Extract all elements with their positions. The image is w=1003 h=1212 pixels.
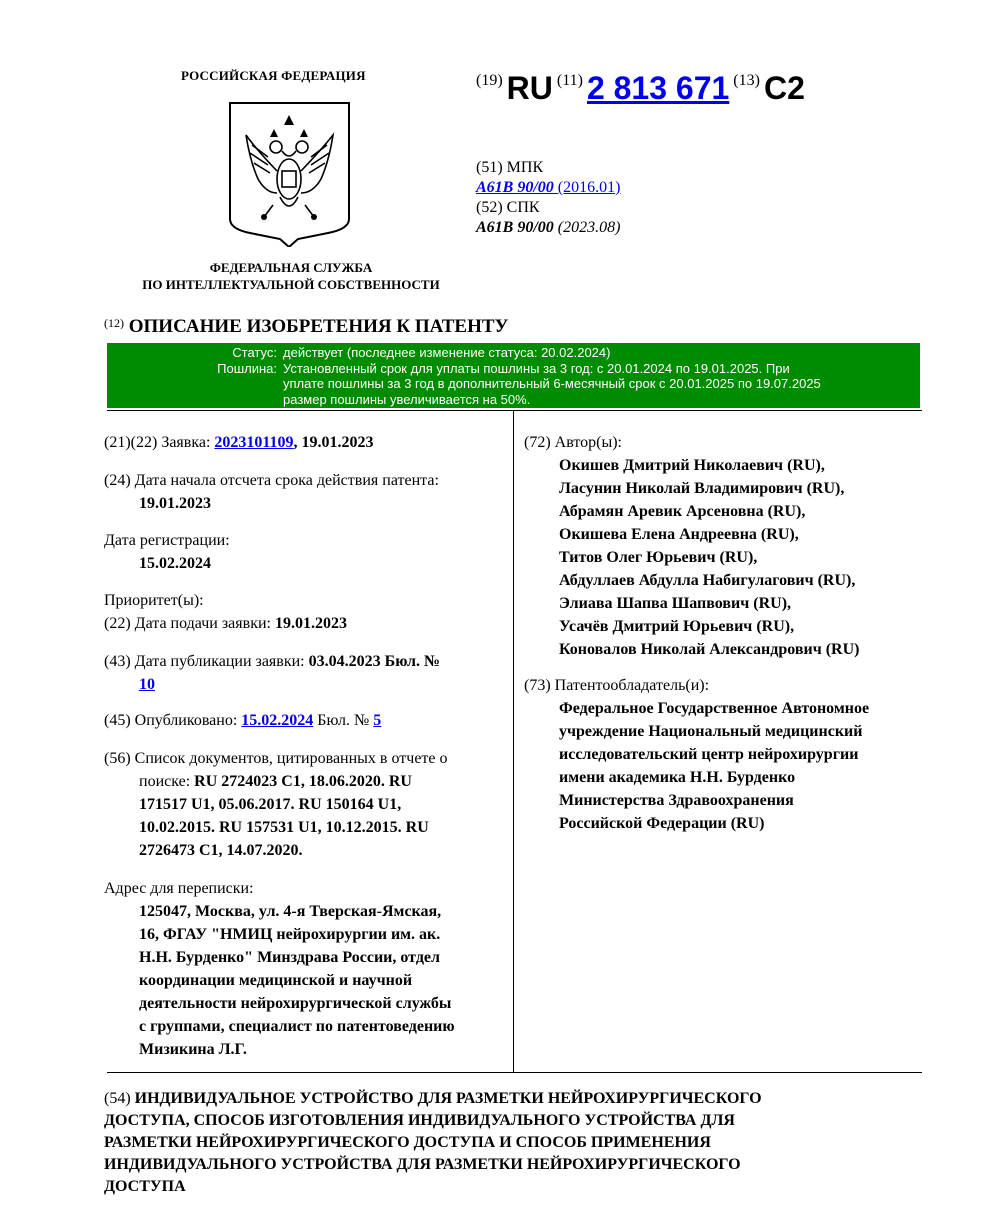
code-54: (54): [104, 1090, 131, 1107]
holder-line: Федеральное Государственное Автономное: [559, 700, 870, 717]
author-item: Коновалов Николай Александрович (RU): [559, 641, 860, 658]
status-box: [107, 343, 920, 408]
application-date: , 19.01.2023: [293, 434, 374, 451]
title-line5: ДОСТУПА: [104, 1178, 186, 1195]
registration-value: 15.02.2024: [139, 555, 211, 572]
pub45-bulletin: Бюл. №: [317, 712, 370, 729]
title-line1: ИНДИВИДУАЛЬНОЕ УСТРОЙСТВО ДЛЯ РАЗМЕТКИ НЕЙРОХИРУРГИЧЕСКОГО: [134, 1090, 762, 1107]
author-item: Ласунин Николай Владимирович (RU),: [559, 480, 845, 497]
patent-number-link[interactable]: 2 813 671: [586, 70, 730, 106]
agency-title: [110, 259, 472, 293]
mpk-code: A61B 90/00: [476, 179, 554, 196]
agency-title-line1: ФЕДЕРАЛЬНАЯ СЛУЖБА: [209, 260, 373, 275]
status-label: Статус:: [232, 345, 277, 360]
cited-label-line2: поиске:: [139, 773, 191, 790]
term-start-label: (24) Дата начала отсчета срока действия патента:: [104, 472, 439, 489]
priority-field: [104, 589, 506, 635]
description-title: [104, 316, 508, 338]
address-line: с группами, специалист по патентоведению: [139, 1018, 455, 1035]
publication-43-field: [104, 650, 506, 696]
kind-code: C2: [763, 70, 805, 106]
spk-code: A61B 90/00: [476, 219, 554, 236]
address-label: Адрес для переписки:: [104, 880, 254, 897]
holder-line: исследовательский центр нейрохирургии: [559, 746, 859, 763]
code-12: (12): [104, 316, 124, 330]
fee-label: Пошлина:: [217, 360, 277, 376]
divider-vertical: [513, 410, 514, 1072]
address-line: 125047, Москва, ул. 4-я Тверская-Ямская,: [139, 903, 442, 920]
pub45-label: (45) Опубликовано:: [104, 712, 238, 729]
authors-label: (72) Автор(ы):: [524, 434, 622, 451]
application-label: (21)(22) Заявка:: [104, 434, 211, 451]
filing-value: 19.01.2023: [274, 615, 347, 632]
spk-version: (2023.08): [557, 219, 621, 236]
term-start-field: [104, 469, 506, 515]
divider-top: [107, 410, 922, 411]
country-code: RU: [506, 70, 553, 106]
holder-line: имени академика Н.Н. Бурденко: [559, 769, 796, 786]
registration-label: Дата регистрации:: [104, 532, 230, 549]
title-line2: ДОСТУПА, СПОСОБ ИЗГОТОВЛЕНИЯ ИНДИВИДУАЛЬНОГО УСТРОЙСТВА ДЛЯ: [104, 1112, 735, 1129]
cited-line4: 2726473 C1, 14.07.2020.: [139, 842, 303, 859]
holder-label: (73) Патентообладатель(и):: [524, 677, 710, 694]
pub43-bulletin-link[interactable]: 10: [139, 676, 155, 693]
term-start-value: 19.01.2023: [139, 495, 211, 512]
author-item: Усачёв Дмитрий Юрьевич (RU),: [559, 618, 795, 635]
title-line3: РАЗМЕТКИ НЕЙРОХИРУРГИЧЕСКОГО ДОСТУПА И СПОСОБ ПРИМЕНЕНИЯ: [104, 1134, 711, 1151]
address-line: деятельности нейрохирургической службы: [139, 995, 452, 1012]
agency-title-line2: ПО ИНТЕЛЛЕКТУАЛЬНОЙ СОБСТВЕННОСТИ: [142, 277, 440, 292]
divider-bottom: [107, 1072, 922, 1073]
description-title-text: ОПИСАНИЕ ИЗОБРЕТЕНИЯ К ПАТЕНТУ: [128, 316, 509, 337]
pub45-date-link[interactable]: 15.02.2024: [241, 712, 314, 729]
address-line: Н.Н. Бурденко" Минздрава России, отдел: [139, 949, 440, 966]
mpk-code-link[interactable]: [476, 179, 620, 196]
mpk-version: (2016.01): [557, 179, 621, 196]
holder-line: Министерства Здравоохранения: [559, 792, 794, 809]
holder-line: учреждение Национальный медицинский: [559, 723, 863, 740]
fee-value-line1: Установленный срок для уплаты пошлины за 3 год: с 20.01.2024 по 19.01.2025. При: [283, 360, 790, 376]
fee-value-line2: уплате пошлины за 3 год в дополнительный 6-месячный срок с 20.01.2025 по 19.07.2025: [283, 376, 821, 391]
cited-line3: 10.02.2015. RU 157531 U1, 10.12.2015. RU: [139, 819, 429, 836]
cited-line1: RU 2724023 C1, 18.06.2020. RU: [194, 773, 412, 790]
priority-label: Приоритет(ы):: [104, 592, 204, 609]
code-19: (19): [476, 72, 503, 89]
registration-field: [104, 529, 506, 575]
patent-number-line: [476, 70, 805, 107]
address-line: Мизикина Л.Г.: [139, 1041, 247, 1058]
fee-value-line3: размер пошлины увеличивается на 50%.: [283, 391, 531, 407]
author-item: Окишева Елена Андреевна (RU),: [559, 526, 799, 543]
author-item: Титов Олег Юрьевич (RU),: [559, 549, 758, 566]
publication-45-field: [104, 709, 506, 732]
code-11: (11): [556, 72, 583, 89]
authors-field: [524, 431, 924, 661]
code-13: (13): [733, 72, 760, 89]
author-item: Абрамян Аревик Арсеновна (RU),: [559, 503, 806, 520]
author-item: Абдуллаев Абдулла Набигулагович (RU),: [559, 572, 856, 589]
application-field: [104, 431, 506, 454]
cited-label-line1: (56) Список документов, цитированных в отчете о: [104, 750, 448, 767]
address-field: [104, 877, 506, 1061]
title-line4: ИНДИВИДУАЛЬНОГО УСТРОЙСТВА ДЛЯ РАЗМЕТКИ НЕЙРОХИРУРГИЧЕСКОГО: [104, 1156, 741, 1173]
status-value: действует (последнее изменение статуса: 20.02.2024): [283, 345, 611, 360]
pub43-bulletin: Бюл. №: [384, 653, 441, 670]
country-title: РОССИЙСКАЯ ФЕДЕРАЦИЯ: [181, 68, 366, 83]
pub45-bulletin-link[interactable]: 5: [373, 712, 382, 729]
author-item: Окишев Дмитрий Николаевич (RU),: [559, 457, 825, 474]
cited-line2: 171517 U1, 05.06.2017. RU 150164 U1,: [139, 796, 402, 813]
pub43-label: (43) Дата публикации заявки:: [104, 653, 305, 670]
spk-label: (52) СПК: [476, 199, 540, 216]
application-number-link[interactable]: 2023101109: [214, 434, 294, 451]
classification-block: [476, 158, 620, 238]
filing-label: (22) Дата подачи заявки:: [104, 615, 271, 632]
holder-line: Российской Федерации (RU): [559, 815, 765, 832]
author-item: Элиава Шапва Шапвович (RU),: [559, 595, 792, 612]
russian-coat-of-arms-icon: [228, 101, 351, 247]
address-line: координации медицинской и научной: [139, 972, 413, 989]
cited-documents-field: [104, 747, 506, 862]
address-line: 16, ФГАУ "НМИЦ нейрохирургии им. ак.: [139, 926, 441, 943]
invention-title: [104, 1088, 904, 1198]
mpk-label: (51) МПК: [476, 159, 544, 176]
fee-value: [283, 361, 913, 408]
patent-holder-field: [524, 674, 924, 835]
pub43-value: 03.04.2023: [308, 653, 381, 670]
